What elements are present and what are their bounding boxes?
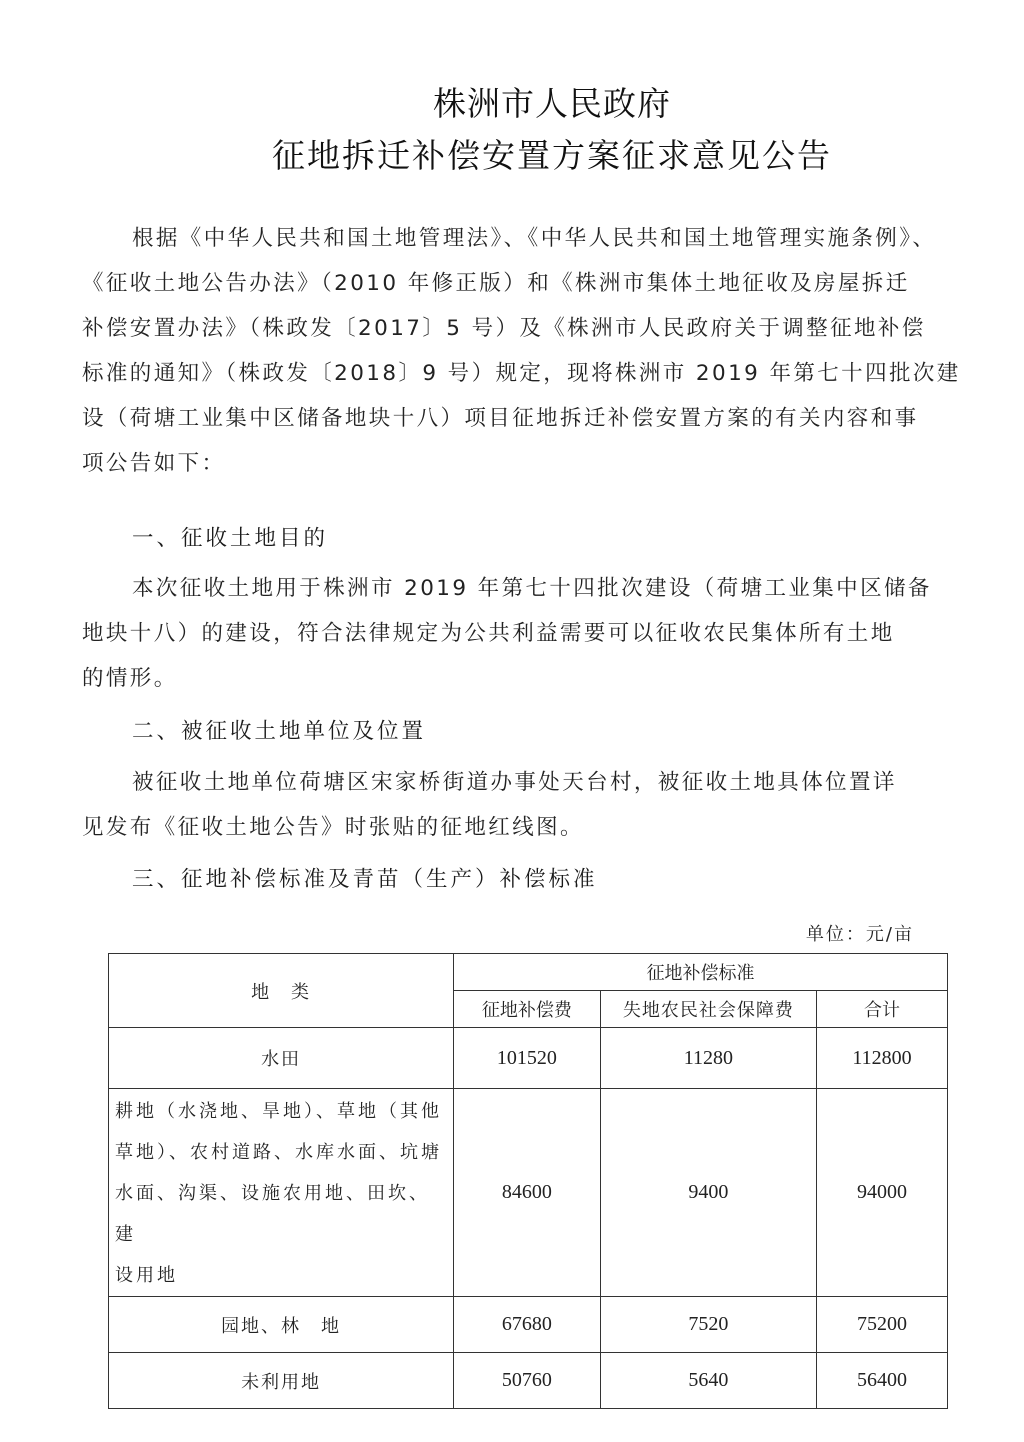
header-col-compensation-fee: 征地补偿费 bbox=[454, 991, 601, 1028]
social-security-fee-cell: 5640 bbox=[600, 1353, 816, 1409]
intro-line: 标准的通知》（株政发〔2018〕9 号）规定，现将株洲市 2019 年第七十四批次建 bbox=[82, 361, 961, 386]
header-land-type: 地 类 bbox=[109, 954, 454, 1028]
intro-paragraph bbox=[82, 216, 961, 486]
intro-line: 根据《中华人民共和国土地管理法》、《中华人民共和国土地管理实施条例》、 bbox=[132, 226, 937, 251]
document-title-subject: 征地拆迁补偿安置方案征求意见公告 bbox=[272, 136, 832, 175]
intro-line: 设（荷塘工业集中区储备地块十八）项目征地拆迁补偿安置方案的有关内容和事 bbox=[82, 406, 919, 431]
compensation-fee-cell: 50760 bbox=[454, 1353, 601, 1409]
land-type-line: 水面、沟渠、设施农用地、田坎、建 bbox=[115, 1183, 430, 1245]
section-heading-2: 二、被征收土地单位及位置 bbox=[132, 719, 427, 744]
document-title-issuer: 株洲市人民政府 bbox=[433, 84, 671, 123]
section-heading-3: 三、征地补偿标准及青苗（生产）补偿标准 bbox=[132, 867, 598, 892]
total-cell: 56400 bbox=[816, 1353, 947, 1409]
section-1-line: 的情形。 bbox=[82, 666, 178, 691]
social-security-fee-cell: 7520 bbox=[600, 1297, 816, 1353]
compensation-standard-table bbox=[108, 953, 948, 1409]
social-security-fee-cell: 9400 bbox=[600, 1089, 816, 1297]
land-type-cell: 园地、林 地 bbox=[109, 1297, 454, 1353]
intro-line: 补偿安置办法》（株政发〔2017〕5 号）及《株洲市人民政府关于调整征地补偿 bbox=[82, 316, 926, 341]
total-cell: 75200 bbox=[816, 1297, 947, 1353]
land-type-cell bbox=[109, 1089, 454, 1297]
section-2-paragraph bbox=[82, 760, 958, 850]
land-type-line: 设用地 bbox=[115, 1265, 178, 1286]
table-row bbox=[109, 1089, 948, 1297]
section-1-line: 本次征收土地用于株洲市 2019 年第七十四批次建设（荷塘工业集中区储备 bbox=[132, 576, 932, 601]
land-type-cell: 水田 bbox=[109, 1028, 454, 1089]
table-row bbox=[109, 1297, 948, 1353]
table-row bbox=[109, 1353, 948, 1409]
section-2-line: 见发布《征收土地公告》时张贴的征地红线图。 bbox=[82, 815, 584, 840]
section-1-paragraph bbox=[82, 566, 958, 701]
land-type-cell: 未利用地 bbox=[109, 1353, 454, 1409]
table-header-row bbox=[109, 954, 948, 991]
total-cell: 112800 bbox=[816, 1028, 947, 1089]
table-unit-label: 单位：元/亩 bbox=[805, 924, 914, 945]
header-compensation-group: 征地补偿标准 bbox=[454, 954, 948, 991]
compensation-fee-cell: 84600 bbox=[454, 1089, 601, 1297]
table-row bbox=[109, 1028, 948, 1089]
social-security-fee-cell: 11280 bbox=[600, 1028, 816, 1089]
intro-line: 项公告如下： bbox=[82, 451, 226, 476]
land-type-line: 耕地（水浇地、旱地）、草地（其他 bbox=[115, 1101, 442, 1122]
section-heading-1: 一、征收土地目的 bbox=[132, 526, 329, 551]
compensation-fee-cell: 67680 bbox=[454, 1297, 601, 1353]
header-col-total: 合计 bbox=[816, 991, 947, 1028]
land-type-line: 草地）、农村道路、水库水面、坑塘 bbox=[115, 1142, 442, 1163]
total-cell: 94000 bbox=[816, 1089, 947, 1297]
section-1-line: 地块十八）的建设，符合法律规定为公共利益需要可以征收农民集体所有土地 bbox=[82, 621, 895, 646]
header-col-social-security-fee: 失地农民社会保障费 bbox=[600, 991, 816, 1028]
compensation-fee-cell: 101520 bbox=[454, 1028, 601, 1089]
intro-line: 《征收土地公告办法》（2010 年修正版）和《株洲市集体土地征收及房屋拆迁 bbox=[82, 271, 910, 296]
section-2-line: 被征收土地单位荷塘区宋家桥街道办事处天台村，被征收土地具体位置详 bbox=[132, 770, 897, 795]
